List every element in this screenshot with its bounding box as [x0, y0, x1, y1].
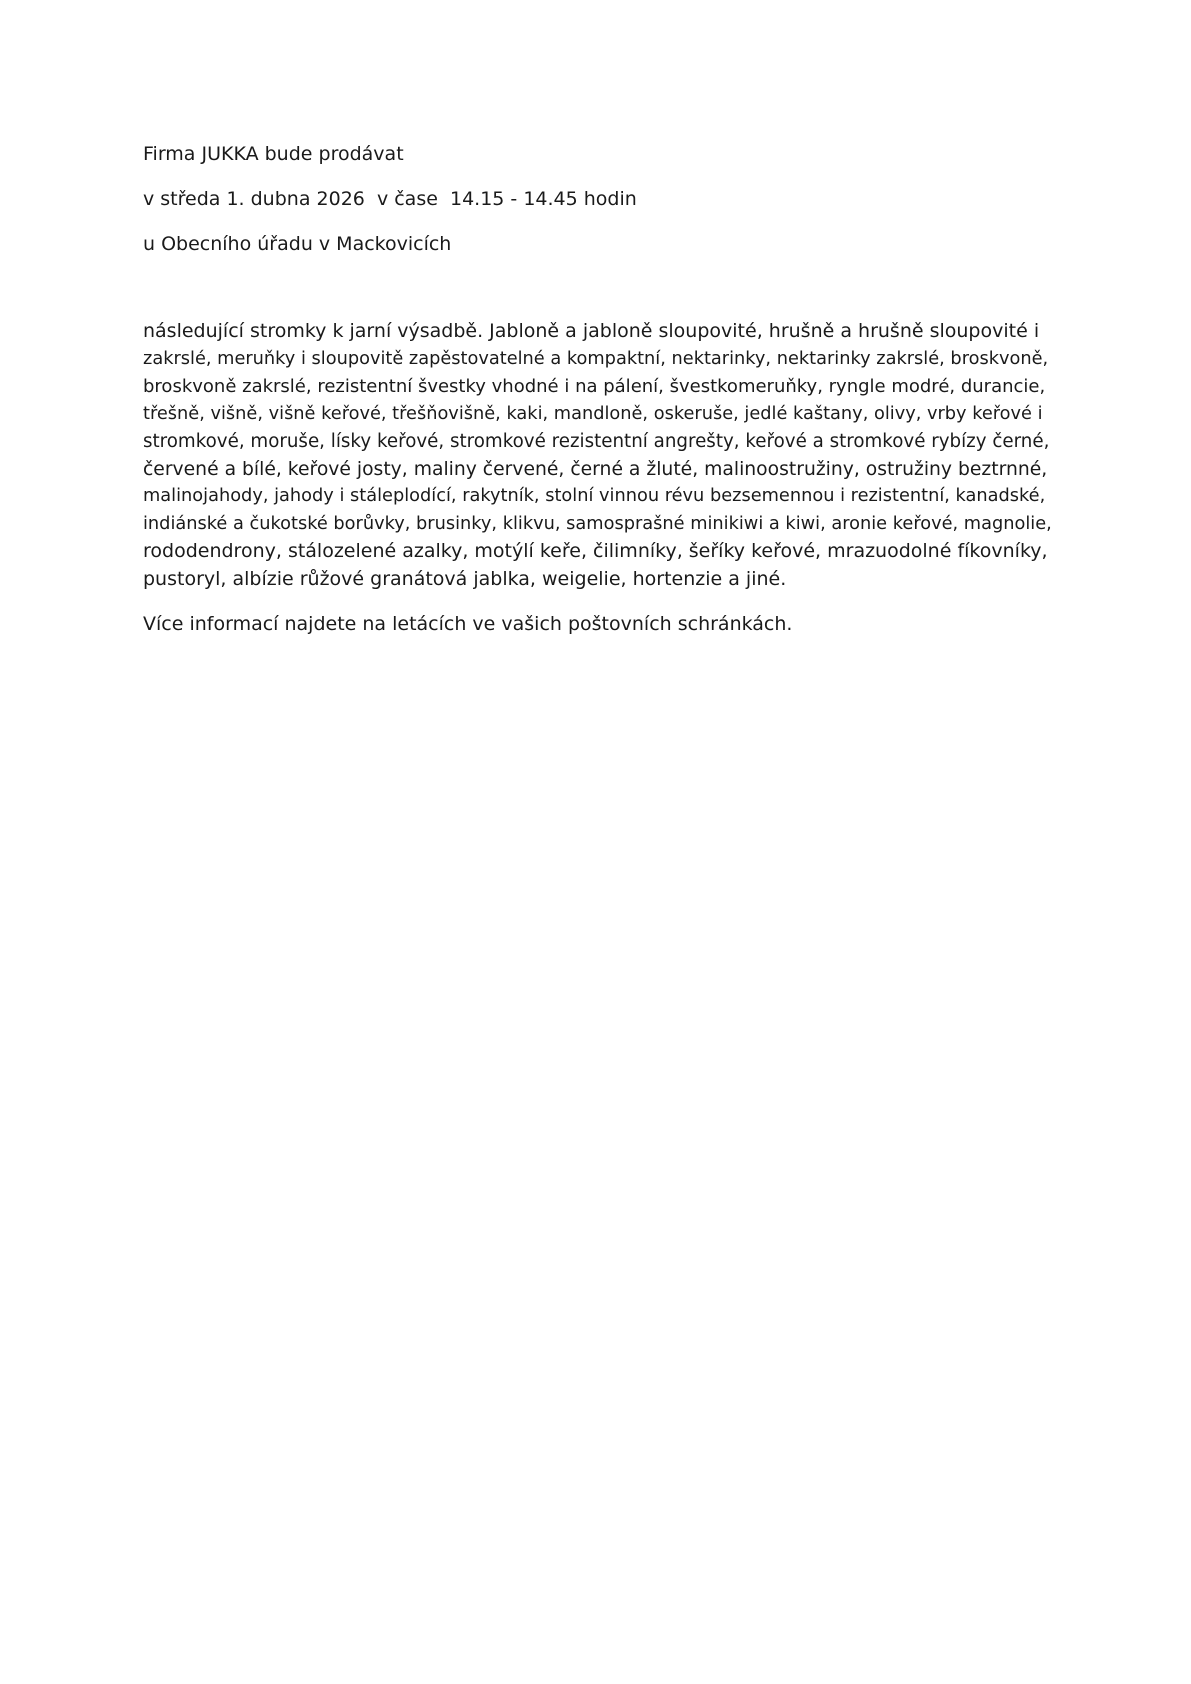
product-list-paragraph [143, 318, 1053, 593]
date-time-line: v středa 1. dubna 2026 v čase 14.15 - 14.45 hodin [143, 188, 637, 210]
paragraph-line: následující stromky k jarní výsadbě. Jabloně a jabloně sloupovité, hrušně a hrušně sloupovité i [143, 320, 1040, 342]
spacer [143, 275, 1053, 318]
paragraph-line: indiánské a čukotské borůvky, brusinky, klikvu, samosprašné minikiwi a kiwi, aronie keřové, magnolie, [143, 513, 1052, 534]
paragraph-line: malinojahody, jahody i stáleplodící, rakytník, stolní vinnou révu bezsemennou i rezistentní, kanadské, [143, 486, 1046, 506]
paragraph-line: stromkové, moruše, lísky keřové, stromkové rezistentní angrešty, keřové a stromkové rybízy černé, [143, 431, 1050, 452]
paragraph-line: červené a bílé, keřové josty, maliny červené, černé a žluté, malinoostružiny, ostružiny beztrnné, [143, 458, 1048, 480]
paragraph-line: rododendrony, stálozelené azalky, motýlí keře, čilimníky, šeříky keřové, mrazuodolné fíkovníky, [143, 540, 1048, 562]
paragraph-line: broskvoně zakrslé, rezistentní švestky vhodné i na pálení, švestkomeruňky, ryngle modré, durancie, [143, 376, 1046, 397]
paragraph-line: třešně, višně, višně keřové, třešňovišně, kaki, mandloně, oskeruše, jedlé kaštany, olivy, vrby keřové i [143, 403, 1043, 424]
closing-line: Více informací najdete na letácích ve vašich poštovních schránkách. [143, 613, 793, 635]
company-line: Firma JUKKA bude prodávat [143, 143, 404, 165]
paragraph-line: zakrslé, meruňky i sloupovitě zapěstovatelné a kompaktní, nektarinky, nektarinky zakrslé, broskvoně, [143, 348, 1049, 369]
paragraph-line: pustoryl, albízie růžové granátová jablka, weigelie, hortenzie a jiné. [143, 567, 787, 590]
announcement [143, 140, 1053, 655]
location-line: u Obecního úřadu v Mackovicích [143, 233, 452, 255]
